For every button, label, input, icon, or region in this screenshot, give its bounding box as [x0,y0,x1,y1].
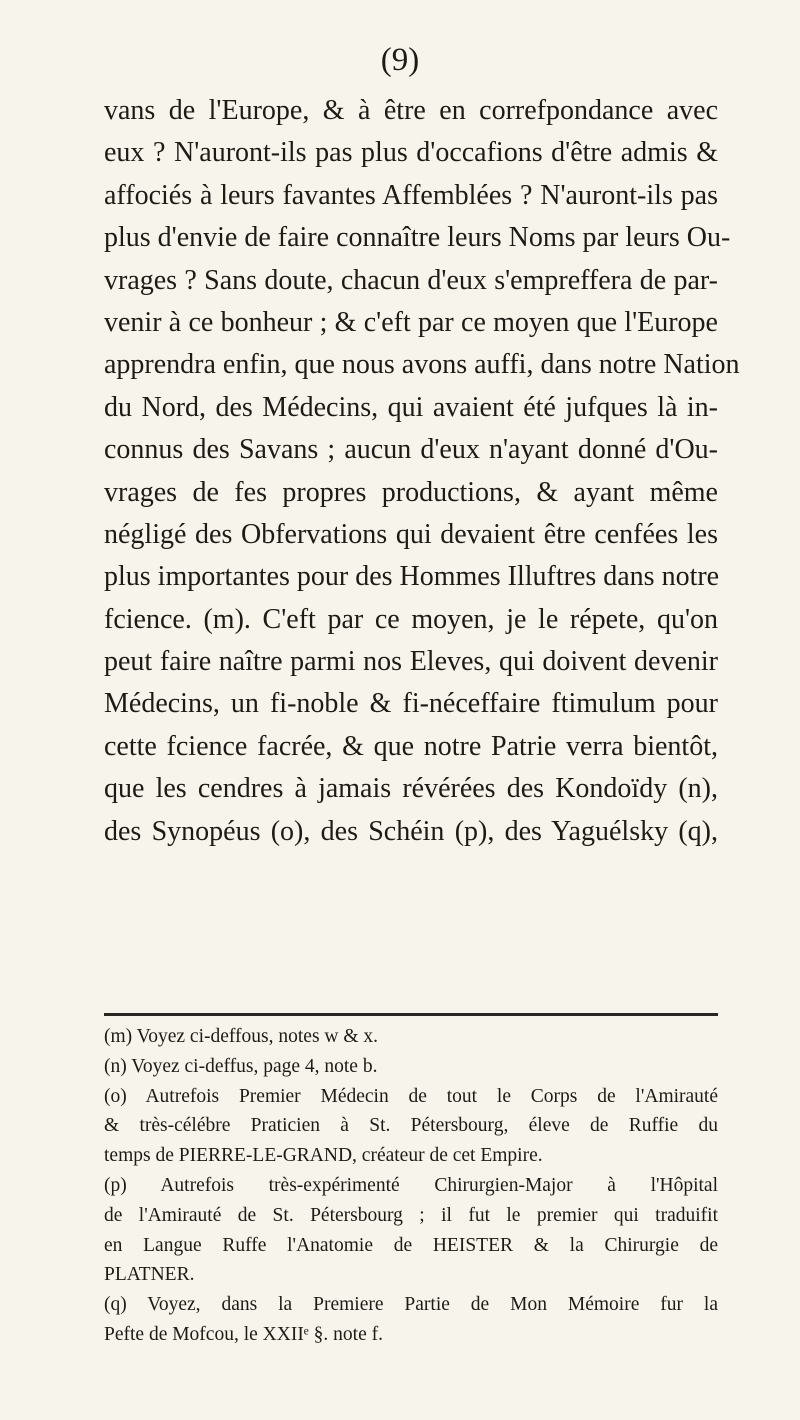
footnote-line: (n) Voyez ci-deffus, page 4, note b. [104,1055,378,1077]
body-line: fcience. (m). C'eft par ce moyen, je le répete, qu'on [104,603,718,635]
footnote-line: & très-célébre Praticien à St. Pétersbourg, éleve de Ruffie du [104,1115,718,1137]
body-line: que les cendres à jamais révérées des Kondoïdy (n), [104,773,718,805]
body-line: venir à ce bonheur ; & c'eft par ce moyen que l'Europe [104,306,718,338]
body-text [104,90,740,853]
body-line: du Nord, des Médecins, qui avaient été jufques là in- [104,391,718,423]
footnote-line: (q) Voyez, dans la Premiere Partie de Mon Mémoire fur la [104,1294,718,1316]
footnote-divider [104,1013,718,1016]
body-line: vrages de fes propres productions, & ayant même [104,476,718,508]
body-line: Médecins, un fi-noble & fi-néceffaire ftimulum pour [104,688,718,720]
body-line: vans de l'Europe, & à être en correfpondance avec [104,95,718,126]
body-line: cette fcience facrée, & que notre Patrie verra bientôt, [104,730,718,762]
footnote-line: (p) Autrefois très-expérimenté Chirurgien-Major à l'Hôpital [104,1174,718,1196]
body-line: négligé des Obfervations qui devaient être cenfées les [104,518,718,550]
body-line: plus d'envie de faire connaître leurs Noms par leurs Ou- [104,222,731,254]
body-line: connus des Savans ; aucun d'eux n'ayant donné d'Ou- [104,434,718,466]
footnotes [104,1022,718,1350]
footnote-line: Pefte de Mofcou, le XXIIᵉ §. note f. [104,1323,383,1345]
body-line: peut faire naître parmi nos Eleves, qui doivent devenir [104,646,718,678]
body-line: eux ? N'auront-ils pas plus d'occafions d'être admis & [104,137,718,169]
footnote-line: de l'Amirauté de St. Pétersbourg ; il fut le premier qui traduifit [104,1204,718,1226]
page-number: (9) [380,42,420,78]
body-line: vrages ? Sans doute, chacun d'eux s'empreffera de par- [104,264,718,296]
footnote-line: en Langue Ruffe l'Anatomie de HEISTER & la Chirurgie de [104,1234,718,1256]
body-line: des Synopéus (o), des Schéin (p), des Yaguélsky (q), [104,815,718,847]
body-line: plus importantes pour des Hommes Illuftres dans notre [104,561,720,593]
footnote-line: PLATNER. [104,1264,195,1286]
footnote-line: (m) Voyez ci-deffous, notes w & x. [104,1026,379,1047]
footnote-line: (o) Autrefois Premier Médecin de tout le Corps de l'Amirauté [104,1085,718,1107]
body-line: apprendra enfin, que nous avons auffi, dans notre Nation [104,349,740,381]
footnote-line: temps de PIERRE-LE-GRAND, créateur de cet Empire. [104,1145,543,1167]
body-line: affociés à leurs favantes Affemblées ? N'auront-ils pas [104,179,718,211]
